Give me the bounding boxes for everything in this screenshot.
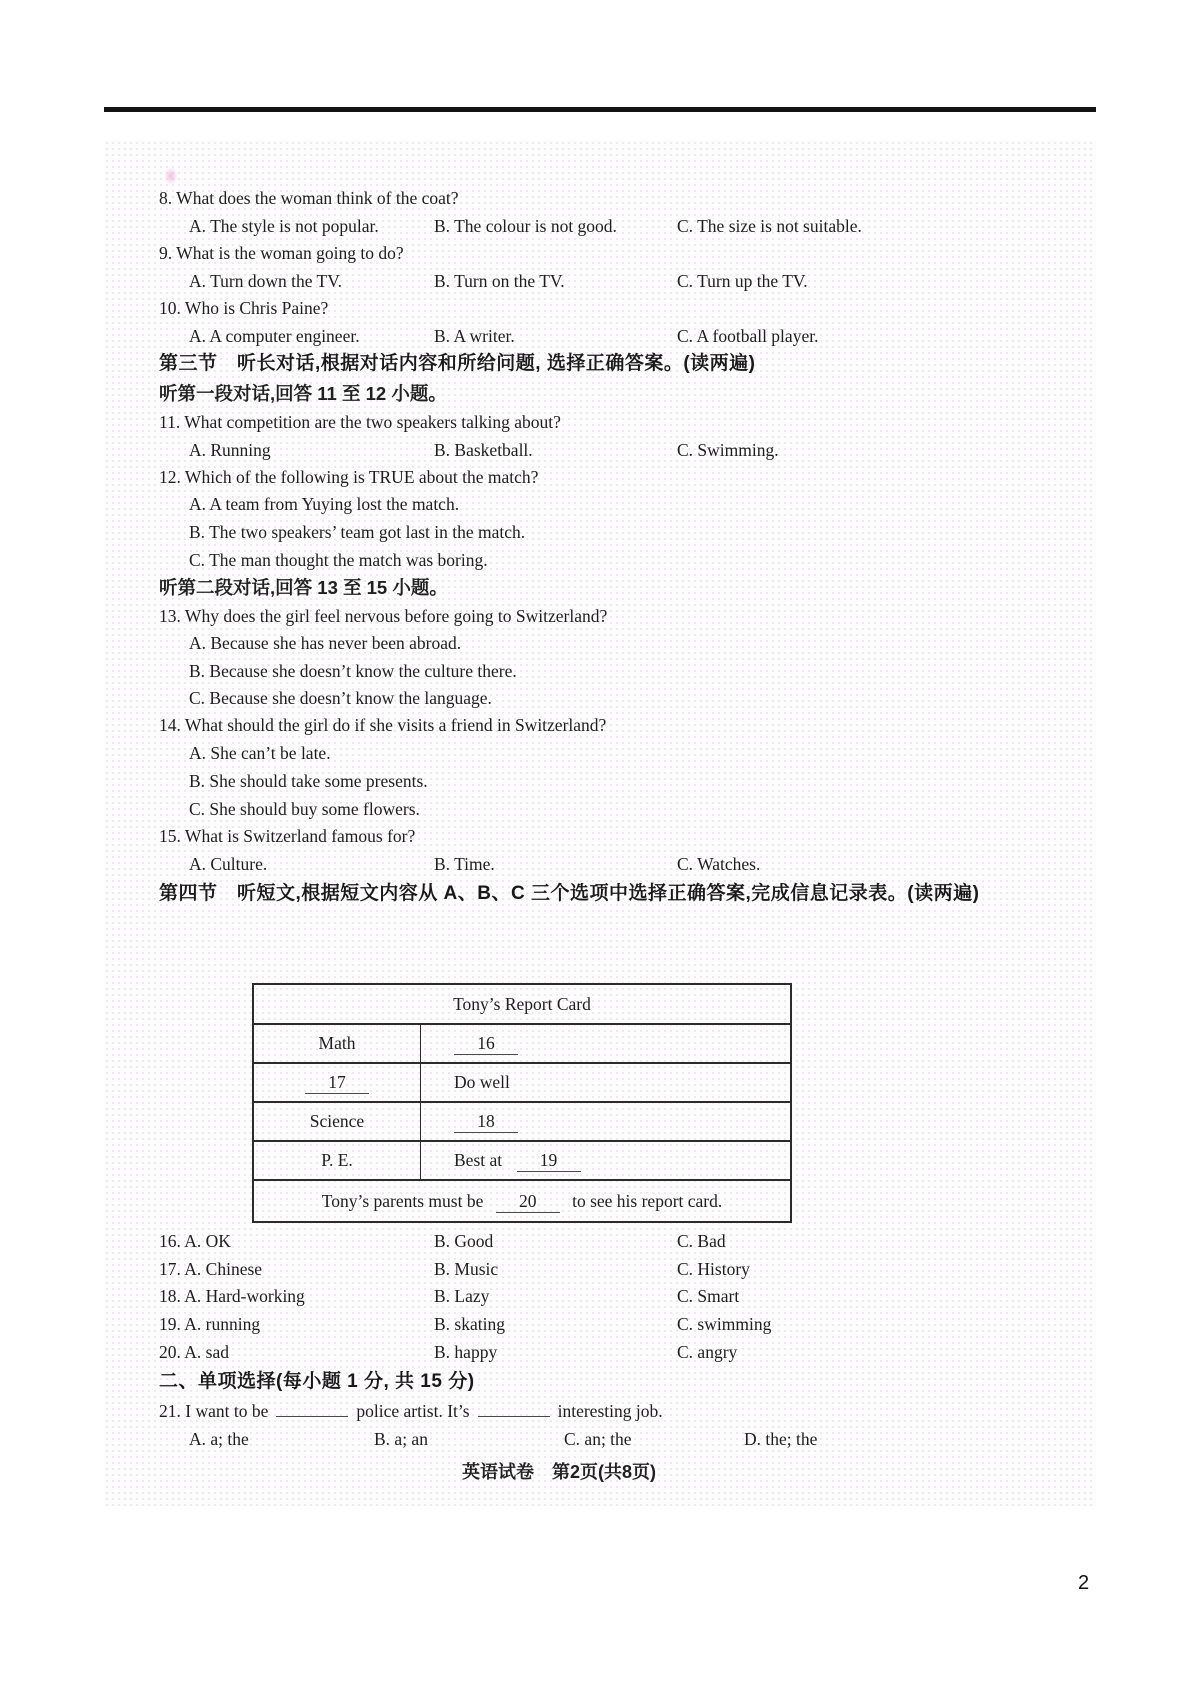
row-pe-subject: P. E.: [254, 1142, 421, 1179]
report-card-row-math: [254, 1025, 790, 1064]
row-pe-value: [421, 1142, 790, 1179]
q19-option-a: 19. A. running: [159, 1314, 261, 1334]
q21-option-b: B. a; an: [374, 1429, 428, 1449]
q20-option-a: 20. A. sad: [159, 1342, 229, 1362]
question-21-text: [104, 1399, 1096, 1423]
question-12-text: 12. Which of the following is TRUE about the match?: [159, 467, 539, 487]
q12-option-c: C. The man thought the match was boring.: [189, 550, 488, 570]
q14-option-b: B. She should take some presents.: [189, 771, 428, 791]
row-17-blank-cell: [254, 1064, 421, 1101]
blank-19: 19: [517, 1149, 581, 1172]
q9-option-a: A. Turn down the TV.: [189, 271, 342, 291]
options-row-17: [104, 1257, 1096, 1281]
q14-option-a: A. She can’t be late.: [189, 743, 331, 763]
question-8-options: [104, 214, 1096, 238]
question-13-text: 13. Why does the girl feel nervous before going to Switzerland?: [159, 606, 608, 626]
options-row-16: [104, 1229, 1096, 1253]
question-9-text: 9. What is the woman going to do?: [159, 243, 404, 263]
blank-18: 18: [454, 1110, 518, 1133]
report-card-row-science: [254, 1103, 790, 1142]
q21-part2: police artist. It’s: [356, 1401, 470, 1421]
q11-option-a: A. Running: [189, 440, 271, 460]
q14-option-c: C. She should buy some flowers.: [189, 799, 420, 819]
blank-17: 17: [305, 1071, 369, 1094]
q19-option-c: C. swimming: [677, 1314, 772, 1334]
page-top-rule: [104, 107, 1096, 112]
q16-option-c: C. Bad: [677, 1231, 726, 1251]
dialog-1-note: 听第一段对话,回答 11 至 12 小题。: [159, 383, 447, 404]
report-card-row-pe: [254, 1142, 790, 1181]
q9-option-b: B. Turn on the TV.: [434, 271, 565, 291]
q20-option-b: B. happy: [434, 1342, 498, 1362]
q8-option-c: C. The size is not suitable.: [677, 216, 862, 236]
q17-option-c: C. History: [677, 1259, 750, 1279]
section-3-heading: 第三节 听长对话,根据对话内容和所给问题, 选择正确答案。(读两遍): [159, 353, 756, 374]
q13-option-b: B. Because she doesn’t know the culture there.: [189, 661, 517, 681]
row-math-subject: Math: [254, 1025, 421, 1062]
row-science-subject: Science: [254, 1103, 421, 1140]
q15-option-a: A. Culture.: [189, 854, 268, 874]
q21-blank-1: [276, 1401, 348, 1417]
q21-option-a: A. a; the: [189, 1429, 249, 1449]
question-9-options: [104, 269, 1096, 293]
row-math-blank-cell: [421, 1025, 790, 1062]
exam-footer-caption: 英语试卷 第2页(共8页): [461, 1462, 656, 1482]
report-card-footer: [254, 1181, 790, 1221]
q10-option-b: B. A writer.: [434, 326, 515, 346]
question-11-options: [104, 438, 1096, 462]
q13-option-a: A. Because she has never been abroad.: [189, 633, 462, 653]
q11-option-c: C. Swimming.: [677, 440, 779, 460]
options-row-20: [104, 1340, 1096, 1364]
report-card-table: [252, 983, 792, 1223]
footer-suffix: to see his report card.: [572, 1191, 723, 1211]
scan-artifact: [162, 164, 180, 188]
q8-option-a: A. The style is not popular.: [189, 216, 379, 236]
q21-part1: 21. I want to be: [159, 1401, 269, 1421]
q18-option-b: B. Lazy: [434, 1286, 490, 1306]
q12-option-a: A. A team from Yuying lost the match.: [189, 494, 460, 514]
report-card-title: Tony’s Report Card: [254, 985, 790, 1025]
question-10-options: [104, 324, 1096, 348]
question-11-text: 11. What competition are the two speakers talking about?: [159, 412, 561, 432]
dialog-2-note: 听第二段对话,回答 13 至 15 小题。: [159, 577, 448, 598]
q20-option-c: C. angry: [677, 1342, 738, 1362]
blank-16: 16: [454, 1032, 518, 1055]
section-4-heading: 第四节 听短文,根据短文内容从 A、B、C 三个选项中选择正确答案,完成信息记录表。(读两遍): [159, 883, 980, 904]
report-card-row-17: [254, 1064, 790, 1103]
footer-prefix: Tony’s parents must be: [321, 1191, 484, 1211]
options-row-19: [104, 1312, 1096, 1336]
q19-option-b: B. skating: [434, 1314, 505, 1334]
question-15-options: [104, 852, 1096, 876]
q10-option-c: C. A football player.: [677, 326, 819, 346]
row-17-value: Do well: [454, 1072, 510, 1092]
question-15-text: 15. What is Switzerland famous for?: [159, 826, 416, 846]
q18-option-c: C. Smart: [677, 1286, 740, 1306]
q17-option-a: 17. A. Chinese: [159, 1259, 263, 1279]
q15-option-c: C. Watches.: [677, 854, 761, 874]
options-row-18: [104, 1284, 1096, 1308]
question-8-text: 8. What does the woman think of the coat?: [159, 188, 459, 208]
q11-option-b: B. Basketball.: [434, 440, 533, 460]
document-page-number: 2: [1078, 1572, 1090, 1594]
row-science-blank-cell: [421, 1103, 790, 1140]
question-14-text: 14. What should the girl do if she visits a friend in Switzerland?: [159, 715, 607, 735]
exam-scan-area: [104, 140, 1096, 1506]
blank-20: 20: [496, 1190, 560, 1213]
q16-option-b: B. Good: [434, 1231, 494, 1251]
q8-option-b: B. The colour is not good.: [434, 216, 617, 236]
q21-part3: interesting job.: [557, 1401, 663, 1421]
q15-option-b: B. Time.: [434, 854, 495, 874]
section-2-heading: 二、单项选择(每小题 1 分, 共 15 分): [159, 1371, 475, 1392]
q9-option-c: C. Turn up the TV.: [677, 271, 808, 291]
q21-option-c: C. an; the: [564, 1429, 632, 1449]
q18-option-a: 18. A. Hard-working: [159, 1286, 305, 1306]
q21-option-d: D. the; the: [744, 1429, 818, 1449]
q12-option-b: B. The two speakers’ team got last in the match.: [189, 522, 526, 542]
question-21-options: [104, 1427, 1096, 1451]
q13-option-c: C. Because she doesn’t know the language.: [189, 688, 492, 708]
q10-option-a: A. A computer engineer.: [189, 326, 360, 346]
q21-blank-2: [478, 1401, 550, 1417]
row-pe-prefix: Best at: [454, 1150, 503, 1170]
q17-option-b: B. Music: [434, 1259, 499, 1279]
question-10-text: 10. Who is Chris Paine?: [159, 298, 329, 318]
q16-option-a: 16. A. OK: [159, 1231, 231, 1251]
